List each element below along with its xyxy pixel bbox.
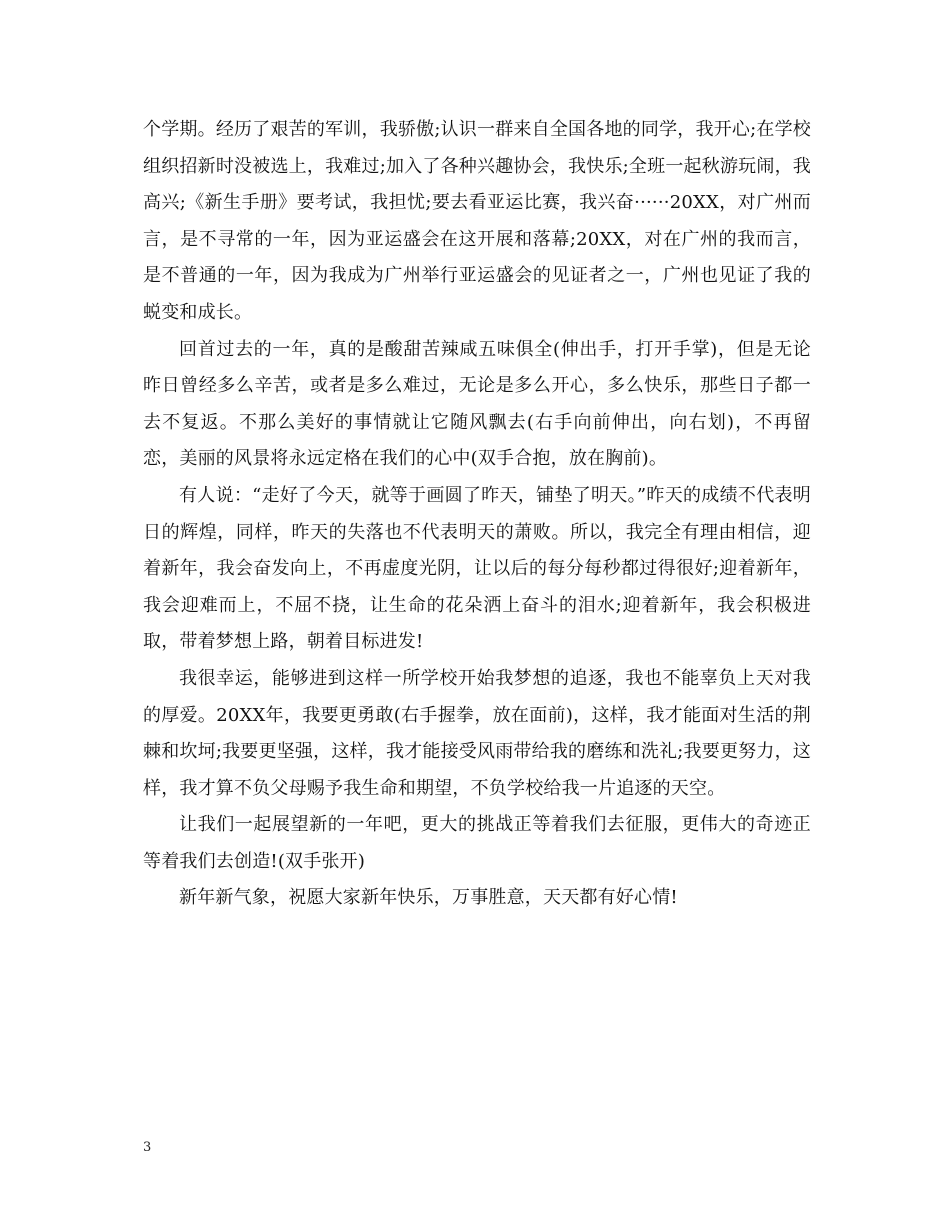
paragraph-outlook: 让我们一起展望新的一年吧，更大的挑战正等着我们去征服，更伟大的奇迹正等着我们去创造!(双手张开) (143, 814, 811, 872)
paragraph-looking-back: 回首过去的一年，真的是酸甜苦辣咸五味俱全(伸出手，打开手掌)，但是无论昨日曾经多么辛苦，或者是多么难过，无论是多么开心，多么快乐，那些日子都一去不复返。不那么美好的事情就让它随风飘去(右手向前伸出，向右划)，不再留恋，美丽的风景将永远定格在我们的心中(双手合抱，放在胸前)。 (143, 338, 811, 470)
paragraph-quote: 有人说：“走好了今天，就等于画圆了昨天，铺垫了明天。”昨天的成绩不代表明日的辉煌，同样，昨天的失落也不代表明天的萧败。所以，我完全有理由相信，迎着新年，我会奋发向上，不再虚度光阴，让以后的每分每秒都过得很好;迎着新年，我会迎难而上，不屈不挠，让生命的花朵洒上奋斗的泪水;迎着新年，我会积极进取，带着梦想上路，朝着目标进发! (143, 484, 811, 653)
paragraph-continuation: 个学期。经历了艰苦的军训，我骄傲;认识一群来自全国各地的同学，我开心;在学校组织招新时没被选上，我难过;加入了各种兴趣协会，我快乐;全班一起秋游玩闹，我高兴;《新生手册》要考试，我担忧;要去看亚运比赛，我兴奋······20XX，对广州而言，是不寻常的一年，因为亚运盛会在这开展和落幕;20XX，对在广州的我而言，是不普通的一年，因为我成为广州举行亚运盛会的见证者之一，广州也见证了我的蜕变和成长。 (143, 119, 811, 323)
paragraph-fortunate: 我很幸运，能够进到这样一所学校开始我梦想的追逐，我也不能辜负上天对我的厚爱。20XX年，我要更勇敢(右手握拳，放在面前)，这样，我才能面对生活的荆棘和坎坷;我要更坚强，这样，我才能接受风雨带给我的磨练和洗礼;我要更努力，这样，我才算不负父母赐予我生命和期望，不负学校给我一片追逐的天空。 (143, 667, 811, 799)
document-body (143, 112, 811, 917)
page-number: 3 (143, 1140, 152, 1155)
paragraph-closing-wishes: 新年新气象，祝愿大家新年快乐，万事胜意，天天都有好心情! (179, 887, 678, 909)
